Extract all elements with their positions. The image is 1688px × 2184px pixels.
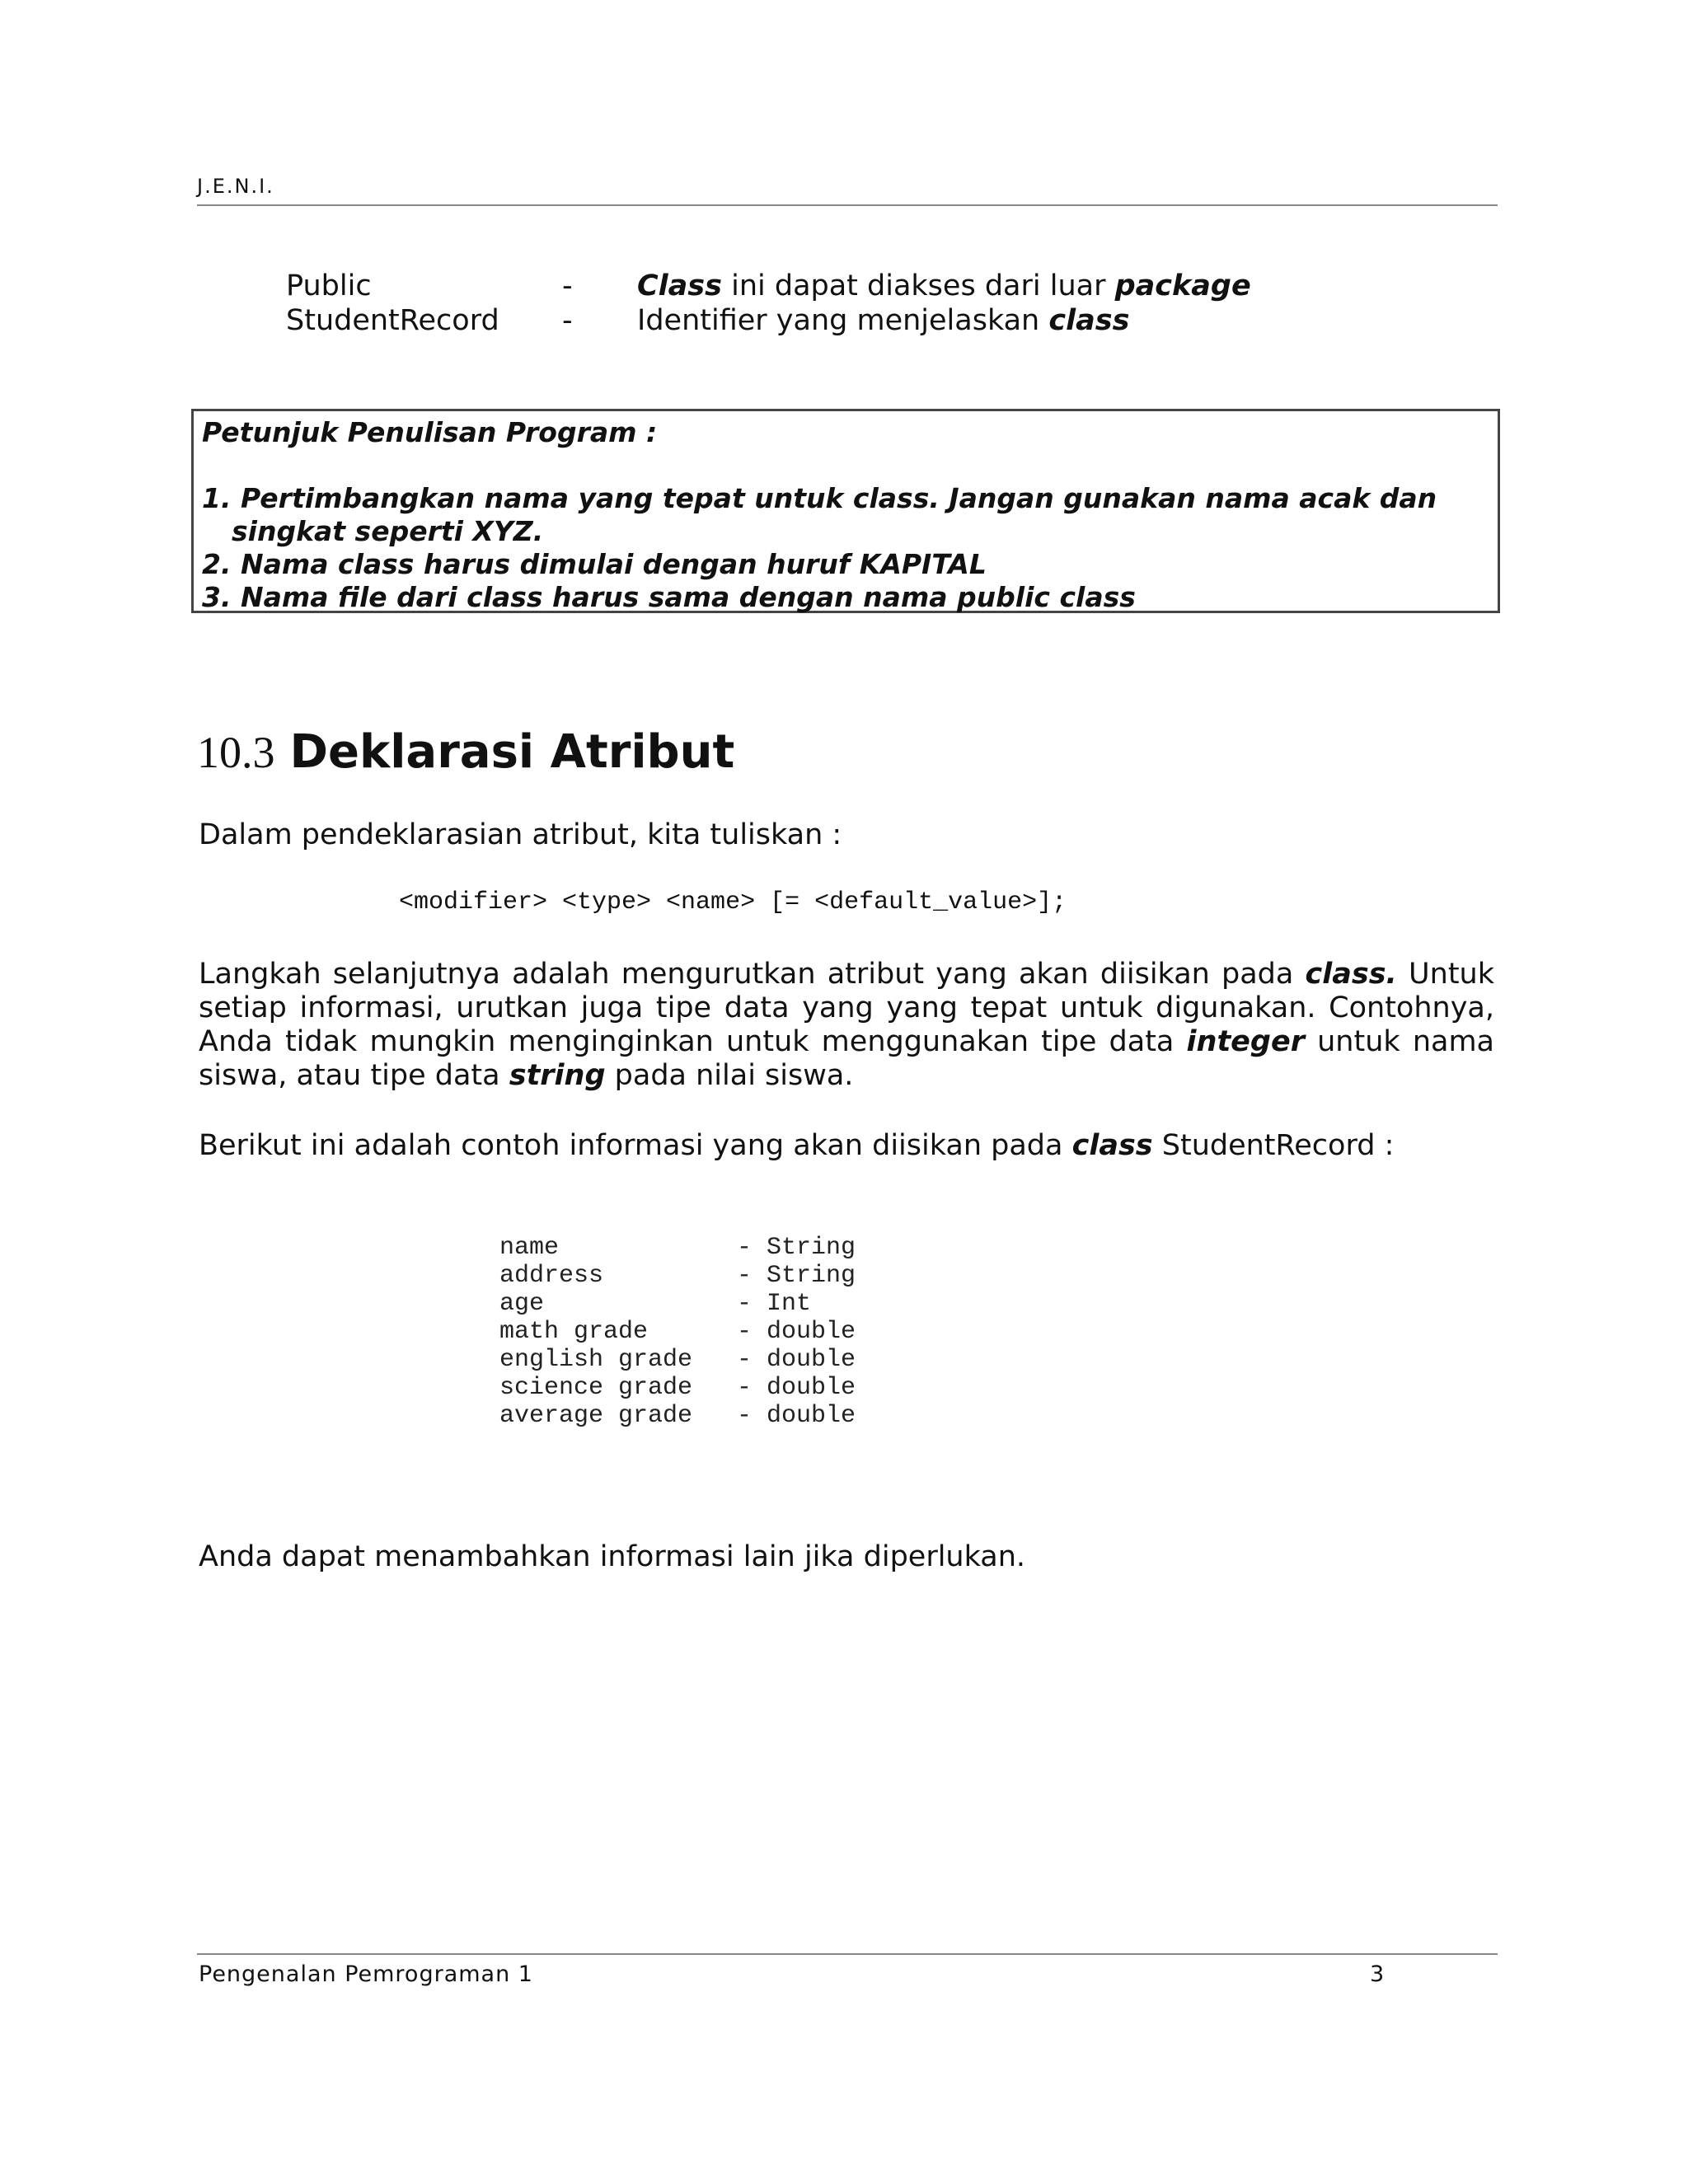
para-emphasis: class. [1305,958,1397,991]
attribute-name: address [499,1262,604,1290]
attribute-type: - Int [737,1290,812,1318]
attribute-type: - String [737,1262,856,1290]
definition-list [286,269,1357,338]
attribute-row [499,1346,912,1374]
syntax-code: <modifier> <type> <name> [= <default_value>]; [399,888,1067,916]
footer-rule [197,1953,1498,1955]
para-text: pada nilai siswa. [605,1059,854,1092]
definition-dash: - [562,269,573,302]
example-intro [199,1129,1394,1162]
attribute-row [499,1290,912,1318]
tip-item: 3. Nama file dari class harus sama dengan nama public class [202,581,1136,613]
para-text: Untuk setiap informasi, urutkan juga tipe data yang yang tepat untuk digunakan. Contohnya, Anda tidak mungkin menginginkan untuk menggunakan tipe data [199,958,1494,1058]
attribute-type: - double [737,1346,856,1374]
tip-item-continuation: singkat seperti XYZ. [232,515,544,547]
attribute-type: - double [737,1402,856,1430]
tip-item: 1. Pertimbangkan nama yang tepat untuk class. Jangan gunakan nama acak dan [202,482,1437,514]
desc-emphasis: class [1048,304,1130,337]
definition-description [637,269,1251,303]
section-title: Deklarasi Atribut [289,725,735,779]
definition-term: Public [286,269,372,302]
attribute-list [499,1234,912,1430]
desc-emphasis: Class [637,269,722,302]
section-number: 10.3 [197,728,275,777]
footer-page-number: 3 [1370,1961,1385,1987]
desc-emphasis: package [1114,269,1251,302]
footer-course: Pengenalan Pemrograman 1 [199,1961,533,1987]
intro-paragraph: Dalam pendeklarasian atribut, kita tuliskan : [199,818,842,851]
tip-box [191,409,1500,613]
attribute-name: age [499,1290,545,1318]
attribute-row [499,1234,912,1262]
para-text: Langkah selanjutnya adalah mengurutkan atribut yang akan diisikan pada [199,958,1306,991]
attribute-type: - double [737,1374,856,1402]
para-text: Berikut ini adalah contoh informasi yang akan diisikan pada [199,1129,1072,1162]
para-emphasis: string [509,1059,606,1092]
tip-item: 2. Nama class harus dimulai dengan huruf KAPITAL [202,548,987,580]
definition-term: StudentRecord [286,304,499,337]
attribute-name: average grade [499,1402,693,1430]
attribute-type: - String [737,1234,856,1262]
definition-row-public [286,269,1357,303]
desc-text: ini dapat diakses dari luar [721,269,1115,302]
attribute-name: science grade [499,1374,693,1402]
definition-description [637,303,1129,338]
attribute-name: name [499,1234,560,1262]
definition-row-studentrecord [286,303,1357,338]
para-text: untuk nama siswa, atau tipe data [199,1025,1494,1092]
para-emphasis: integer [1186,1025,1305,1058]
para-emphasis: class [1071,1129,1153,1162]
attribute-row [499,1318,912,1346]
definition-dash: - [562,304,573,337]
attribute-row [499,1374,912,1402]
attribute-name: math grade [499,1318,649,1346]
body-paragraph [199,958,1494,1093]
attribute-name: english grade [499,1346,693,1374]
tip-box-title: Petunjuk Penulisan Program : [202,416,658,448]
header-doc-id: J.E.N.I. [197,175,274,198]
para-text: StudentRecord : [1152,1129,1395,1162]
closing-paragraph: Anda dapat menambahkan informasi lain jika diperlukan. [199,1540,1026,1573]
attribute-type: - double [737,1318,856,1346]
attribute-row [499,1262,912,1290]
header-rule [197,204,1498,206]
attribute-row [499,1402,912,1430]
desc-text: Identifier yang menjelaskan [637,304,1049,337]
section-heading [197,725,734,779]
